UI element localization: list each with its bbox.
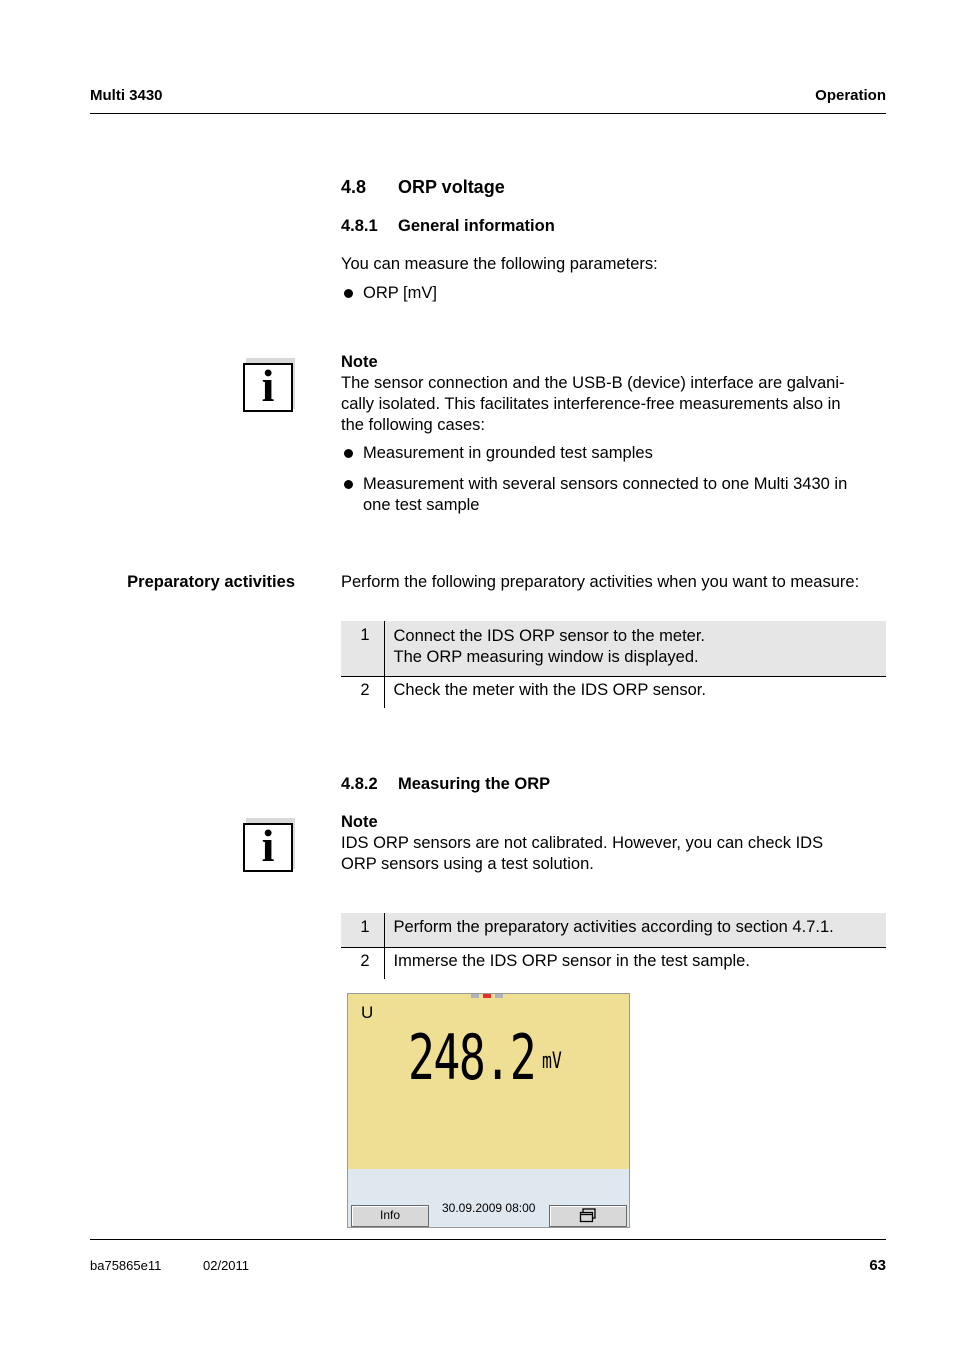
step-line: The ORP measuring window is displayed.	[393, 648, 699, 666]
header-rule	[90, 113, 886, 114]
note-bullet-line: one test sample	[363, 496, 480, 514]
side-label-preparatory: Preparatory activities	[127, 573, 295, 591]
step-number: 2	[341, 947, 384, 979]
section-number: 4.8	[341, 177, 367, 197]
subsection-heading-measuring	[341, 775, 550, 794]
window-switch-softkey[interactable]	[549, 1205, 627, 1227]
bullet-icon	[344, 289, 353, 298]
step-line: Connect the IDS ORP sensor to the meter.	[393, 627, 706, 645]
measure-steps-table	[341, 913, 886, 979]
section-heading	[341, 177, 505, 198]
date-time: 30.09.2009 08:00	[442, 1201, 536, 1215]
bullet-icon	[344, 480, 353, 489]
footer-rule	[90, 1239, 886, 1240]
subsection-number: 4.8.2	[341, 775, 378, 793]
table-row	[341, 947, 886, 979]
note-title: Note	[341, 813, 378, 831]
status-indicator	[471, 994, 479, 998]
bullet-icon	[344, 449, 353, 458]
note-title: Note	[341, 353, 378, 371]
note-bullet-item: Measurement in grounded test samples	[363, 444, 653, 462]
note-line: ORP sensors using a test solution.	[341, 855, 594, 873]
running-header-chapter: Operation	[815, 87, 886, 104]
note-line: the following cases:	[341, 416, 485, 434]
measured-value: 248.2	[408, 1021, 536, 1094]
step-text: Check the meter with the IDS ORP sensor.	[393, 680, 706, 699]
note-bullet-line: Measurement with several sensors connected to one Multi 3430 in	[363, 475, 848, 493]
info-note-icon: i	[243, 818, 295, 872]
step-number: 2	[341, 676, 384, 708]
note-bullet-item	[363, 474, 847, 516]
info-note-icon: i	[243, 358, 295, 412]
note-text	[341, 373, 845, 436]
subsection-title: General information	[398, 217, 555, 235]
subsection-number: 4.8.1	[341, 217, 378, 235]
step-number: 1	[341, 621, 384, 676]
prep-intro-text: Perform the following preparatory activities when you want to measure:	[341, 573, 860, 591]
subsection-heading-general	[341, 217, 555, 236]
step-number: 1	[341, 913, 384, 947]
step-text	[384, 621, 886, 676]
running-header-title: Multi 3430	[90, 87, 163, 104]
step-text: Perform the preparatory activities according to section 4.7.1.	[384, 913, 886, 947]
note-line: The sensor connection and the USB-B (device) interface are galvani-	[341, 374, 845, 392]
section-title: ORP voltage	[398, 177, 505, 197]
table-row	[341, 676, 886, 708]
measure-mode-label: U	[361, 1003, 374, 1022]
status-indicator	[483, 994, 491, 998]
table-row	[341, 913, 886, 947]
window-switch-icon	[579, 1208, 597, 1223]
param-item: ORP [mV]	[363, 284, 437, 302]
status-indicator	[495, 994, 503, 998]
prep-steps-table	[341, 621, 886, 708]
meter-display	[347, 993, 630, 1228]
footer-doc-id: ba75865e11	[90, 1258, 162, 1273]
footer-date: 02/2011	[203, 1258, 250, 1273]
page-number: 63	[869, 1257, 886, 1274]
note-text	[341, 833, 823, 875]
table-row	[341, 621, 886, 676]
intro-text: You can measure the following parameters:	[341, 255, 658, 273]
subsection-title: Measuring the ORP	[398, 775, 551, 793]
note-line: IDS ORP sensors are not calibrated. However, you can check IDS	[341, 834, 824, 852]
info-softkey[interactable]: Info	[351, 1205, 429, 1227]
measured-unit: mV	[542, 1049, 562, 1074]
step-text: Immerse the IDS ORP sensor in the test sample.	[393, 951, 750, 970]
note-line: cally isolated. This facilitates interference-free measurements also in	[341, 395, 841, 413]
